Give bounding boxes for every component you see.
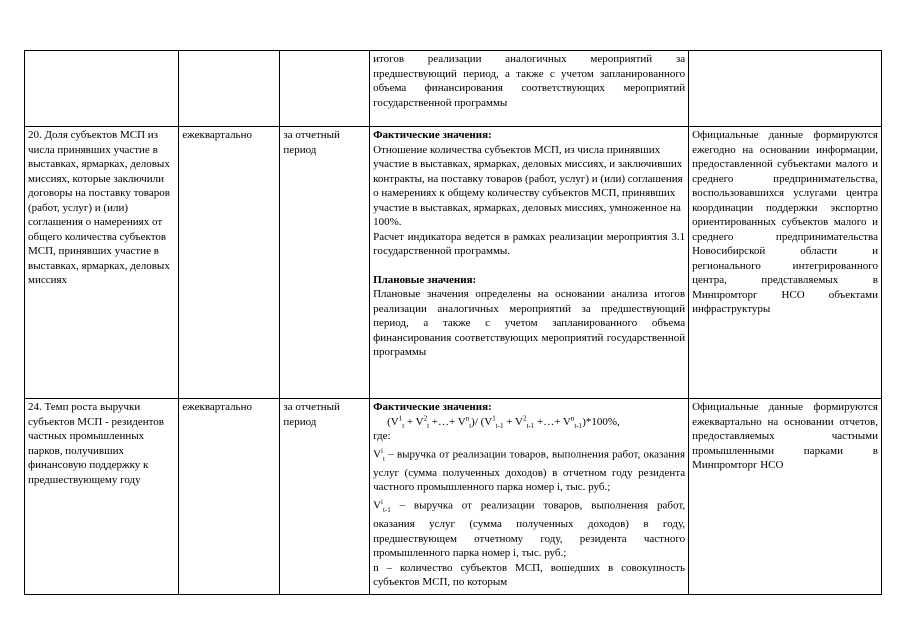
fact-heading: Фактические значения: bbox=[373, 401, 492, 413]
table-row bbox=[25, 399, 882, 595]
source-cell bbox=[689, 51, 882, 127]
indicator-cell bbox=[25, 51, 179, 127]
period-cell bbox=[280, 51, 370, 127]
indicator-cell: 24. Темп роста выручки субъектов МСП - резидентов частных промышленных парков, получивших финансовую поддержку к предшествующему году bbox=[25, 399, 179, 595]
period-cell: за отчетный период bbox=[280, 399, 370, 595]
source-cell: Официальные данные формируются ежеквартально на основании отчетов, предоставляемых частными промышленными парками в Минпромторг НСО bbox=[689, 399, 882, 595]
plan-text: итогов реализации аналогичных мероприятий за предшествующий период, а также с учетом запланированного объема финансирования соответствующих мероприятий государственной программы bbox=[373, 53, 686, 109]
definition-count: n – количество субъектов МСП, вошедших в совокупность субъектов МСП, по которым bbox=[373, 561, 686, 589]
frequency-cell: ежеквартально bbox=[179, 127, 280, 399]
table-row bbox=[25, 51, 882, 127]
method-cell bbox=[370, 127, 689, 399]
growth-formula: ($V^1_t + V^2_t$ +…+ $V^n_t)/$ ($V^1_{t-1} + V^2_{t-1}$ +…+ $V^n_{t-1})*100\%$, bbox=[387, 413, 620, 430]
method-cell bbox=[370, 51, 689, 127]
plan-heading: Плановые значения: bbox=[373, 273, 477, 286]
fact-text: Отношение количества субъектов МСП, из числа принявших участие в выставках, ярмарках, деловых миссиях, и заключивших контракты, на поставку товаров (работ, услуг) и (или) соглашения о намерениях к общему количеству субъектов МСП, принявших участие в выставках, ярмарках, деловых миссиях, умноженное на 100%. bbox=[373, 143, 683, 228]
table-row bbox=[25, 127, 882, 399]
frequency-cell: ежеквартально bbox=[179, 399, 280, 595]
fact-text-2: Расчет индикатора ведется в рамках реализации мероприятия 3.1 государственной программы. bbox=[373, 230, 686, 257]
period-cell: за отчетный период bbox=[280, 127, 370, 399]
fact-heading: Фактические значения: bbox=[373, 129, 492, 141]
where-label: где: bbox=[373, 430, 391, 442]
indicators-table bbox=[24, 50, 882, 595]
definition-previous: $V^i_{t-1}$ – выручка от реализации товаров, выполнения работ, оказания услуг (сумма полученных доходов) в году, предшествующем отчетному году, резидента частного промышленного парка номер i, тыс. руб.; bbox=[373, 497, 686, 560]
method-cell bbox=[370, 399, 689, 595]
source-cell: Официальные данные формируются ежегодно на основании информации, предоставленной субъектами малого и среднего предпринимательства, воспользовавшихся услугами центра координации поддержки экспортно ориентированных субъектов малого и среднего предпринимательства Новосибирской области и регионального интегрированного центра, представляемых в Минпромторг НСО объектами инфраструктуры bbox=[689, 127, 882, 399]
indicator-cell: 20. Доля субъектов МСП из числа принявших участие в выставках, ярмарках, деловых миссиях, которые заключили договоры на поставку товаров (работ, услуг) и (или) соглашения о намерениях от общего количества субъектов МСП, принявших участие в выставках, ярмарках, деловых миссиях bbox=[25, 127, 179, 399]
frequency-cell bbox=[179, 51, 280, 127]
plan-text: Плановые значения определены на основании анализа итогов реализации аналогичных мероприятий за предшествующий период, а также с учетом запланированного объема финансирования соответствующих мероприятий государственной программы bbox=[373, 288, 686, 358]
definition-current: $V^i_t$ – выручка от реализации товаров, выполнения работ, оказания услуг (сумма полученных доходов) в отчетном году резидента частного промышленного парка номер i, тыс. руб.; bbox=[373, 446, 686, 494]
